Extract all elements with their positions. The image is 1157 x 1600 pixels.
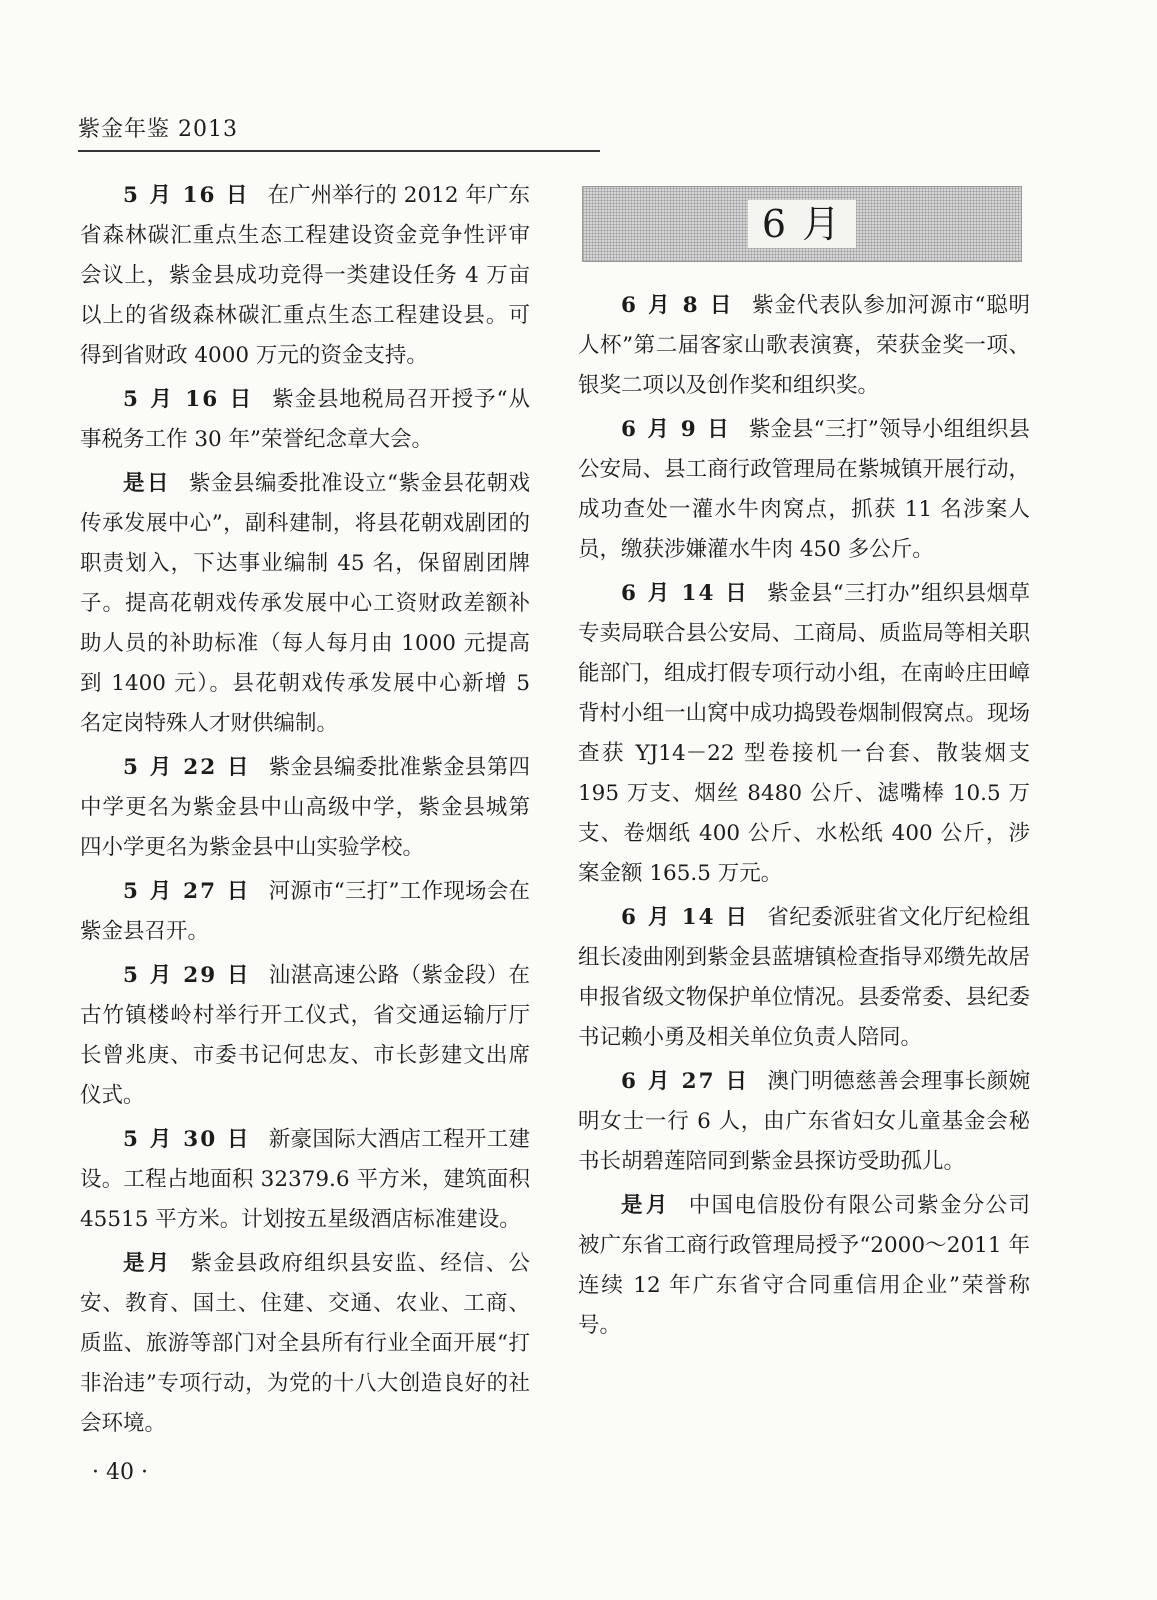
entry-text: 紫金县政府组织县安监、经信、公安、教育、国土、住建、交通、农业、工商、质监、旅游等部门对全县所有行业全面开展“打非治违”专项行动，为党的十八大创造良好的社会环境。 xyxy=(80,1251,530,1436)
entry-text: 河源市“三打”工作现场会在紫金县召开。 xyxy=(80,879,530,944)
page-number: · 40 · xyxy=(92,1460,148,1485)
entry-text: 澳门明德慈善会理事长颜婉明女士一行 6 人，由广东省妇女儿童基金会秘书长胡碧莲陪同到紫金县探访受助孤儿。 xyxy=(578,1069,1030,1174)
entry xyxy=(80,464,530,744)
entry-date: 6 月 8 日 xyxy=(621,293,735,318)
entry xyxy=(578,286,1030,406)
entry-text: 紫金县编委批准紫金县第四中学更名为紫金县中山高级中学，紫金县城第四小学更名为紫金县中山实验学校。 xyxy=(80,755,530,860)
entry-text: 紫金县地税局召开授予“从事税务工作 30 年”荣誉纪念章大会。 xyxy=(80,387,530,452)
entry xyxy=(80,956,530,1116)
entry-date: 6 月 9 日 xyxy=(621,417,731,442)
left-column xyxy=(80,176,530,1448)
entry-date: 是月 xyxy=(123,1251,173,1276)
month-heading-box xyxy=(582,186,1022,262)
entry-text: 在广州举行的 2012 年广东省森林碳汇重点生态工程建设资金竞争性评审会议上，紫金县成功竞得一类建设任务 4 万亩以上的省级森林碳汇重点生态工程建设县。可得到省财政 4000 万元的资金支持。 xyxy=(80,183,530,368)
entry-date: 5 月 16 日 xyxy=(123,387,255,412)
entry-text: 中国电信股份有限公司紫金分公司被广东省工商行政管理局授予“2000～2011 年连续 12 年广东省守合同重信用企业”荣誉称号。 xyxy=(578,1193,1030,1338)
entry xyxy=(80,748,530,868)
entry-date: 是日 xyxy=(123,471,171,496)
entry-text: 紫金代表队参加河源市“聪明人杯”第二届客家山歌表演赛，荣获金奖一项、银奖二项以及创作奖和组织奖。 xyxy=(578,293,1030,398)
entry-text: 新豪国际大酒店工程开工建设。工程占地面积 32379.6 平方米，建筑面积 45515 平方米。计划按五星级酒店标准建设。 xyxy=(80,1127,530,1232)
entry-date: 5 月 29 日 xyxy=(123,963,251,988)
entry-date: 5 月 22 日 xyxy=(123,755,251,780)
entry xyxy=(578,898,1030,1058)
entry-text: 紫金县“三打办”组织县烟草专卖局联合县公安局、工商局、质监局等相关职能部门，组成打假专项行动小组，在南岭庄田嶂背村小组一山窝中成功捣毁卷烟制假窝点。现场查获 YJ14－22 型卷接机一台套、散装烟支 195 万支、烟丝 8480 公斤、滤嘴棒 10.5 万支、卷烟纸 400 公斤、水松纸 400 公斤，涉案金额 165.5 万元。 xyxy=(578,581,1030,886)
entry xyxy=(578,574,1030,894)
entry xyxy=(80,1120,530,1240)
entry-date: 6 月 27 日 xyxy=(621,1069,750,1094)
entry-date: 6 月 14 日 xyxy=(621,581,750,606)
entry-text: 紫金县编委批准设立“紫金县花朝戏传承发展中心”，副科建制，将县花朝戏剧团的职责划入，下达事业编制 45 名，保留剧团牌子。提高花朝戏传承发展中心工资财政差额补助人员的补助标准（每人每月由 1000 元提高到 1400 元）。县花朝戏传承发展中心新增 5 名定岗特殊人才财供编制。 xyxy=(80,471,530,736)
entry-date: 5 月 27 日 xyxy=(123,879,251,904)
entry xyxy=(578,1186,1030,1346)
entry xyxy=(80,1244,530,1444)
right-column xyxy=(578,286,1030,1350)
running-header: 紫金年鉴 2013 xyxy=(78,117,238,142)
entry xyxy=(80,872,530,952)
month-heading: 6 月 xyxy=(748,200,856,248)
header-rule xyxy=(78,150,600,152)
entry-text: 紫金县“三打”领导小组组织县公安局、县工商行政管理局在紫城镇开展行动，成功查处一灌水牛肉窝点，抓获 11 名涉案人员，缴获涉嫌灌水牛肉 450 多公斤。 xyxy=(578,417,1031,562)
entry-date: 6 月 14 日 xyxy=(621,905,750,930)
entry-date: 5 月 16 日 xyxy=(123,183,250,208)
entry-date: 是月 xyxy=(621,1193,671,1218)
entry xyxy=(80,380,530,460)
entry xyxy=(578,1062,1030,1182)
entry-text: 省纪委派驻省文化厅纪检组组长凌曲刚到紫金县蓝塘镇检查指导邓缵先故居申报省级文物保护单位情况。县委常委、县纪委书记赖小勇及相关单位负责人陪同。 xyxy=(578,905,1030,1050)
entry-text: 汕湛高速公路（紫金段）在古竹镇楼岭村举行开工仪式，省交通运输厅厅长曾兆庚、市委书记何忠友、市长彭建文出席仪式。 xyxy=(80,963,530,1108)
entry xyxy=(578,410,1030,570)
entry xyxy=(80,176,530,376)
entry-date: 5 月 30 日 xyxy=(123,1127,251,1152)
